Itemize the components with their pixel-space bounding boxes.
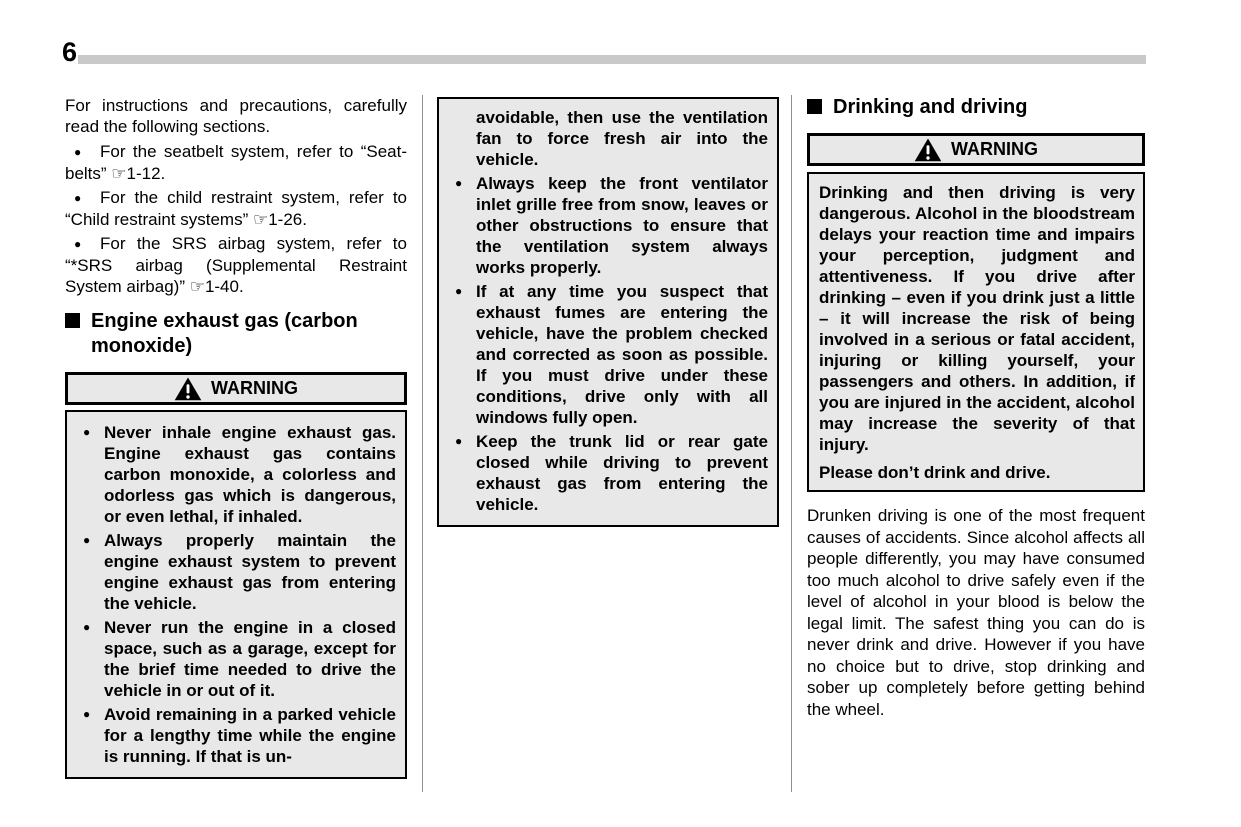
list-item	[65, 233, 407, 297]
warning-item	[67, 530, 396, 614]
bullet-icon: ●	[83, 533, 91, 547]
list-item-text: For the child restraint system, refer to “Child restraint systems” ☞1-26.	[65, 188, 407, 229]
intro-paragraph: For instructions and precautions, carefully read the following sections.	[65, 96, 407, 136]
warning-continuation-text: avoidable, then use the ventilation fan to force fresh air into the vehicle.	[476, 108, 768, 169]
bullet-icon: ●	[83, 425, 91, 439]
column-divider	[422, 95, 423, 792]
heading-square-icon	[65, 313, 80, 328]
warning-header	[65, 372, 407, 405]
section-heading-drinking-driving	[807, 95, 1145, 120]
bullet-icon: ●	[83, 620, 91, 634]
bullet-icon: ●	[455, 176, 463, 190]
warning-item-text: If at any time you suspect that exhaust fumes are entering the vehicle, have the problem checked and corrected as soon as possible. If you must drive under these conditions, drive only with all windows fully open.	[476, 282, 768, 427]
list-item	[65, 141, 407, 184]
warning-paragraph: Drinking and then driving is very dangerous. Alcohol in the bloodstream delays your reaction time and impairs your perception, judgment and attentiveness. If you drive after drinking – even if you drink just a little – it will increase the risk of being involved in a serious or fatal accident, injuring or killing yourself, your passengers and others. In addition, if you are injured in the accident, alcohol may increase the severity of that injury.	[819, 183, 1135, 454]
left-column	[65, 95, 407, 779]
warning-item-text: Always keep the front ventilator inlet grille free from snow, leaves or other obstructions to ensure that the ventilation system always works properly.	[476, 174, 768, 277]
warning-paragraph: Please don’t drink and drive.	[819, 463, 1051, 482]
warning-item-text: Never run the engine in a closed space, such as a garage, except for the brief time needed to drive the vehicle in or out of it.	[104, 618, 396, 700]
body-paragraph: Drunken driving is one of the most frequent causes of accidents. Since alcohol affects all people differently, you may have consumed too much alcohol to drive safely even if the level of alcohol in your blood is below the legal limit. The safest thing you can do is never drink and drive. However if you have no choice but to drive, stop drinking and sober up completely before getting behind the wheel.	[807, 506, 1145, 719]
warning-triangle-icon	[914, 138, 942, 162]
heading-square-icon	[807, 99, 822, 114]
bullet-icon: ●	[74, 145, 82, 159]
bullet-icon: ●	[74, 191, 82, 205]
warning-header	[807, 133, 1145, 166]
bullet-icon: ●	[455, 434, 463, 448]
list-item-text: For the seatbelt system, refer to “Seat-belts” ☞1-12.	[65, 142, 407, 183]
column-divider	[791, 95, 792, 792]
warning-item-text: Avoid remaining in a parked vehicle for a lengthy time while the engine is running. If that is un-	[104, 705, 396, 766]
right-column	[807, 95, 1145, 737]
warning-triangle-icon	[174, 377, 202, 401]
page-number: 6	[62, 37, 78, 67]
bullet-icon: ●	[74, 237, 82, 251]
warning-item	[439, 431, 768, 515]
warning-box	[807, 172, 1145, 492]
warning-item-text: Keep the trunk lid or rear gate closed while driving to prevent exhaust gas from entering the vehicle.	[476, 432, 768, 514]
section-heading-text: Drinking and driving	[833, 96, 1028, 118]
list-item	[65, 187, 407, 230]
section-heading-text: Engine exhaust gas (carbon monoxide)	[91, 310, 358, 357]
warning-label: WARNING	[211, 378, 298, 398]
warning-item	[439, 173, 768, 278]
warning-item-text: Never inhale engine exhaust gas. Engine exhaust gas contains carbon monoxide, a colorless and odorless gas which is dangerous, or even lethal, if inhaled.	[104, 423, 396, 526]
header-rule	[78, 55, 1146, 64]
list-item-text: For the SRS airbag system, refer to “*SRS airbag (Supplemental Restraint System airbag)” ☞1-40.	[65, 234, 407, 296]
warning-item-text: Always properly maintain the engine exhaust system to prevent engine exhaust gas from entering the vehicle.	[104, 531, 396, 613]
warning-item	[439, 281, 768, 428]
warning-item	[67, 422, 396, 527]
warning-item	[67, 617, 396, 701]
section-heading-engine-exhaust	[65, 309, 407, 359]
bullet-icon: ●	[455, 284, 463, 298]
middle-column	[437, 95, 779, 527]
warning-box-continued	[437, 97, 779, 527]
warning-item	[67, 704, 396, 767]
bullet-icon: ●	[83, 707, 91, 721]
warning-box	[65, 410, 407, 779]
warning-label: WARNING	[951, 139, 1038, 159]
